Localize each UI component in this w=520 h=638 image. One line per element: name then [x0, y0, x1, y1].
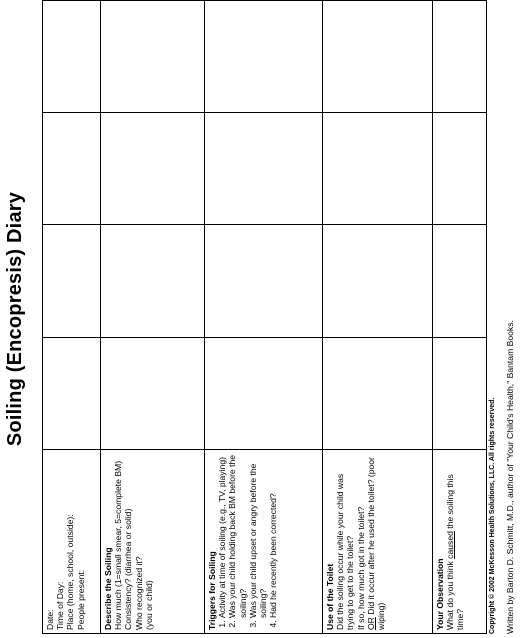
entry-cell[interactable] [205, 1, 323, 113]
entry-cell[interactable] [205, 225, 323, 337]
page-title: Soiling (Encopresis) Diary [4, 191, 26, 447]
how-much-label: How much (1=small smear, 5=complete BM) [113, 460, 124, 630]
table-row [101, 1, 205, 634]
observation-text-before: What do you think [445, 561, 456, 630]
place-label: Place (home, school, outside): [65, 514, 76, 630]
entry-cell[interactable] [433, 113, 487, 225]
toilet-question-2: If so, how much got in the toilet? [355, 506, 366, 630]
caused-word: caused [445, 531, 456, 559]
copyright-notice: Copyright © 2002 McKesson Health Solutions, LLC. All rights reserved. [489, 397, 496, 634]
entry-cell[interactable] [101, 113, 205, 225]
toilet-use-cell [323, 450, 433, 634]
table-row [43, 1, 101, 634]
observation-header: Your Observation [435, 558, 445, 630]
entry-cell[interactable] [43, 1, 101, 113]
triggers-list [217, 453, 278, 630]
table-row [433, 1, 487, 634]
table-row [205, 1, 323, 634]
or-label: OR [365, 617, 376, 630]
entry-cell[interactable] [323, 1, 433, 113]
author-credit: Written by Barton D. Schmitt, M.D., author of "Your Child's Health," Bantam Books. [505, 320, 515, 634]
toilet-question-3-text: Did it occur after he used the toilet? (poor wiping) [365, 457, 387, 630]
observation-question [445, 453, 465, 630]
trigger-item: 2. Was your child holding back BM before the soiling? [227, 453, 247, 618]
entry-cell[interactable] [323, 337, 433, 449]
people-present-label: People present: [75, 569, 86, 630]
entry-cell[interactable] [43, 225, 101, 337]
triggers-cell [205, 450, 323, 634]
trigger-item: 4. Had he recently been corrected? [268, 453, 278, 618]
who-recognized-label: Who recognized it? [133, 556, 144, 630]
trigger-item: 3. Was your child upset or angry before the soiling? [248, 453, 268, 618]
toilet-question-1: Did the soiling occur while your child was trying to get to the toilet? [335, 473, 356, 630]
triggers-header: Triggers for Soiling [207, 551, 217, 630]
entry-cell[interactable] [433, 337, 487, 449]
entry-cell[interactable] [205, 337, 323, 449]
time-of-day-label: Time of Day: [55, 581, 66, 630]
toilet-use-header: Use of the Toilet [325, 563, 335, 630]
consistency-label: Consistency? (diarrhea or solid) [123, 508, 134, 630]
you-or-child-label: (you or child) [143, 580, 154, 630]
entry-cell[interactable] [43, 337, 101, 449]
date-label: Date: [45, 609, 55, 630]
observation-text-after: the soiling this time? [445, 474, 466, 630]
describe-soiling-header: Describe the Soiling [103, 547, 113, 630]
entry-cell[interactable] [43, 113, 101, 225]
entry-cell[interactable] [101, 1, 205, 113]
diary-table [42, 0, 487, 634]
entry-cell[interactable] [323, 113, 433, 225]
entry-cell[interactable] [101, 225, 205, 337]
table-row [323, 1, 433, 634]
toilet-question-3 [366, 453, 386, 630]
entry-cell[interactable] [205, 113, 323, 225]
observation-cell [433, 450, 487, 634]
entry-cell[interactable] [433, 225, 487, 337]
general-info-cell [43, 450, 101, 634]
entry-cell[interactable] [101, 337, 205, 449]
entry-cell[interactable] [433, 1, 487, 113]
trigger-item: 1. Activity at time of soiling (e.g., TV, playing) [217, 453, 227, 618]
describe-soiling-cell [101, 450, 205, 634]
entry-cell[interactable] [323, 225, 433, 337]
